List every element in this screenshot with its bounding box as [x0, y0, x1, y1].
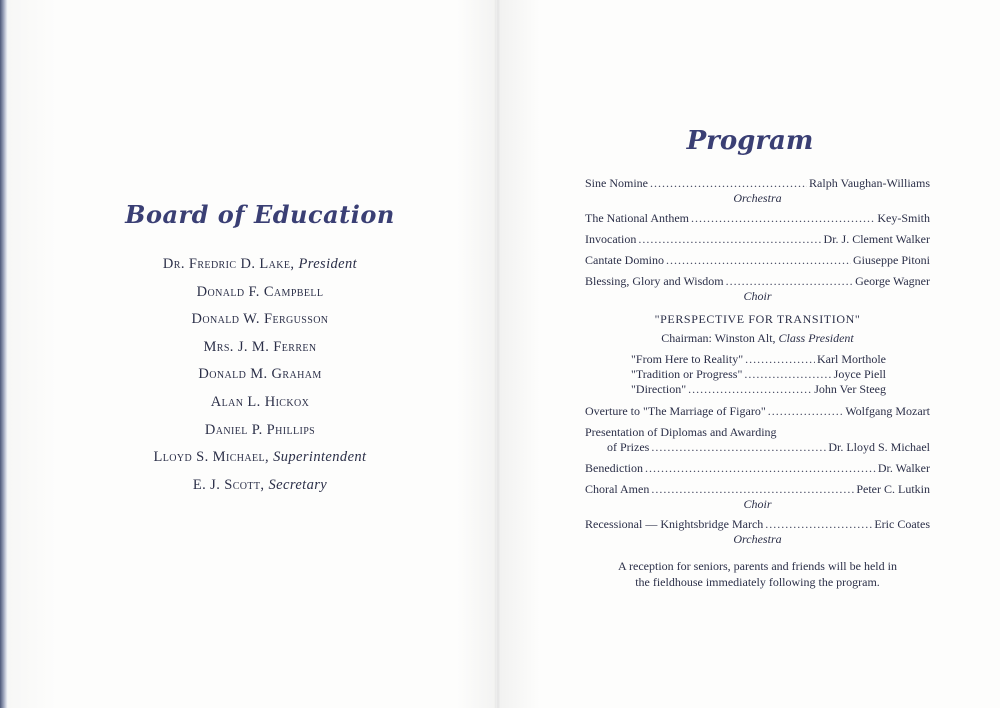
dot-leader	[645, 461, 876, 476]
board-of-education-heading: Board of Education	[125, 200, 395, 229]
reception-note-line: the fieldhouse immediately following the program.	[635, 574, 880, 589]
program-item	[585, 517, 930, 532]
item-credit: Choir	[743, 289, 772, 303]
item-title: of Prizes	[607, 440, 650, 454]
board-members-list	[100, 254, 420, 502]
item-title: Choral Amen	[585, 482, 650, 496]
talk-title: "Tradition or Progress"	[631, 367, 743, 381]
item-title: The National Anthem	[585, 211, 689, 225]
talk-speaker: Joyce Piell	[833, 367, 886, 381]
dot-leader	[666, 253, 851, 268]
member-name: Mrs. J. M. Ferren	[203, 338, 317, 355]
member-name: Daniel P. Phillips	[204, 421, 316, 438]
perspective-heading: "PERSPECTIVE FOR TRANSITION"	[654, 312, 861, 326]
item-performer: Dr. Lloyd S. Michael	[828, 440, 930, 454]
dot-leader	[726, 274, 853, 289]
member-role: Secretary	[268, 476, 328, 493]
member-name: Donald M. Graham	[198, 366, 322, 383]
board-member	[100, 475, 420, 503]
item-performer: George Wagner	[855, 274, 930, 288]
item-credit: Choir	[743, 497, 772, 511]
item-credit: Orchestra	[733, 532, 782, 546]
talk-item	[585, 367, 930, 382]
item-performer: Key-Smith	[877, 211, 930, 225]
program-item	[585, 461, 930, 476]
board-member	[100, 282, 420, 310]
dot-leader	[688, 382, 812, 397]
talk-title: "From Here to Reality"	[631, 352, 744, 366]
member-name: Dr. Fredric D. Lake,	[162, 256, 295, 272]
item-title: Overture to "The Marriage of Figaro"	[585, 404, 766, 418]
program-heading: Program	[686, 126, 814, 156]
item-title: Sine Nomine	[585, 176, 648, 190]
chairman-role: Class President	[778, 331, 854, 345]
program-item	[585, 440, 930, 455]
dot-leader	[651, 440, 826, 455]
program-item	[585, 211, 930, 226]
member-name: Lloyd S. Michael,	[153, 449, 270, 466]
member-name: Alan L. Hickox	[210, 393, 310, 410]
talk-speaker: Karl Morthole	[817, 352, 886, 366]
program-item	[585, 176, 930, 191]
talk-item	[585, 382, 930, 397]
talk-title: "Direction"	[631, 382, 687, 396]
board-member	[100, 337, 420, 365]
item-performer: Wolfgang Mozart	[845, 404, 930, 418]
member-role: President	[298, 256, 358, 272]
chairman-line	[585, 331, 930, 346]
item-title: Recessional — Knightsbridge March	[585, 517, 764, 531]
board-member	[100, 392, 420, 420]
board-member	[100, 254, 420, 282]
booklet-spine-edge	[0, 0, 8, 708]
item-title: Invocation	[585, 232, 637, 246]
dot-leader	[638, 232, 821, 247]
member-role: Superintendent	[273, 449, 367, 466]
talk-speaker: John Ver Steeg	[814, 382, 886, 396]
reception-note-line: A reception for seniors, parents and friends will be held in	[618, 559, 897, 573]
item-title: Cantate Domino	[585, 253, 664, 267]
program-item	[585, 274, 930, 289]
item-credit: Orchestra	[733, 191, 782, 205]
item-title: Blessing, Glory and Wisdom	[585, 274, 724, 288]
chairman-name: Chairman: Winston Alt,	[661, 331, 776, 345]
program-item	[585, 404, 930, 419]
member-name: E. J. Scott,	[192, 476, 265, 493]
member-name: Donald F. Campbell	[196, 283, 324, 300]
program-item	[585, 232, 930, 247]
dot-leader	[745, 352, 815, 367]
dot-leader	[768, 404, 844, 419]
board-member	[100, 309, 420, 337]
program-list	[585, 176, 930, 590]
item-performer: Peter C. Lutkin	[856, 482, 930, 496]
diplomas-line: Presentation of Diplomas and Awarding	[585, 425, 777, 439]
item-title: Benediction	[585, 461, 643, 475]
dot-leader	[691, 211, 875, 226]
board-member	[100, 420, 420, 448]
dot-leader	[765, 517, 872, 532]
board-member	[100, 364, 420, 392]
program-item	[585, 482, 930, 497]
dot-leader	[744, 367, 831, 382]
item-performer: Dr. Walker	[877, 461, 930, 475]
reception-note	[585, 559, 930, 590]
member-name: Donald W. Fergusson	[191, 311, 329, 328]
item-performer: Eric Coates	[874, 517, 930, 531]
board-member	[100, 447, 420, 475]
item-performer: Giuseppe Pitoni	[853, 253, 930, 267]
item-performer: Ralph Vaughan-Williams	[809, 176, 930, 190]
talk-item	[585, 352, 930, 367]
dot-leader	[650, 176, 807, 191]
dot-leader	[651, 482, 854, 497]
item-performer: Dr. J. Clement Walker	[823, 232, 930, 246]
program-item	[585, 253, 930, 268]
